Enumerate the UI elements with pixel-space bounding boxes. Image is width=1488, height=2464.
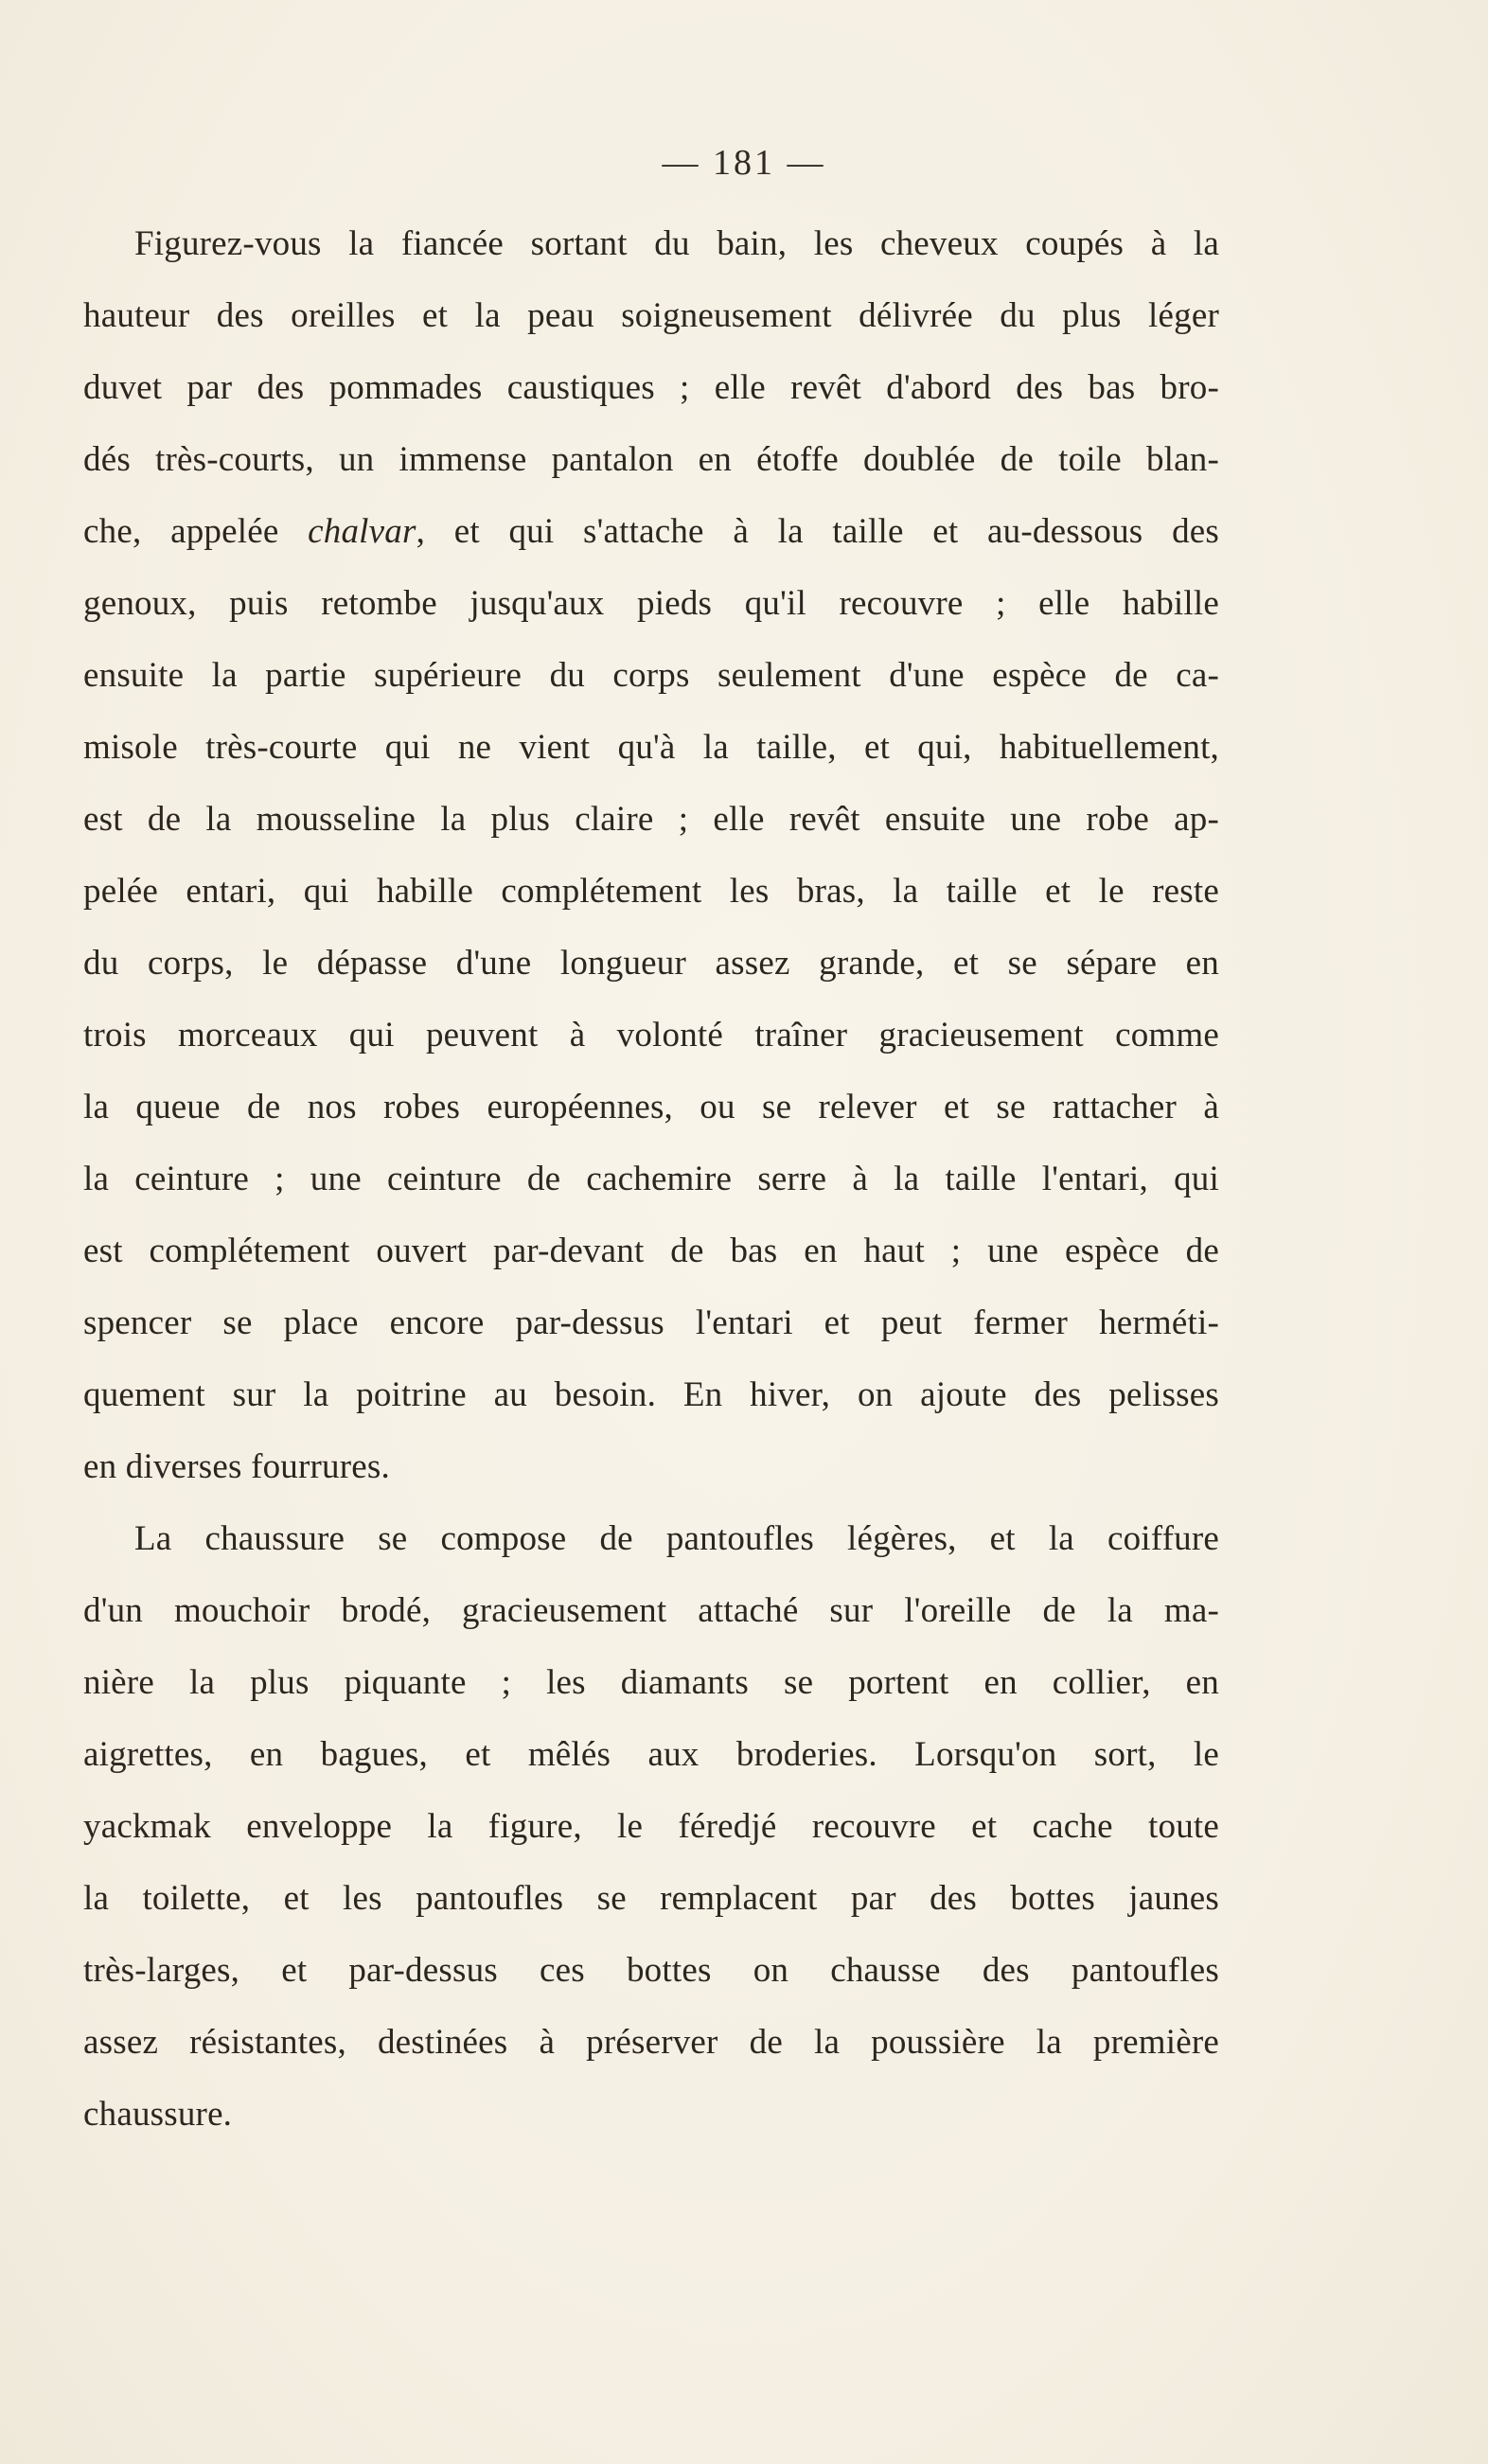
paragraph-1 xyxy=(83,208,1219,1503)
text-line: misole très-courte qui ne vient qu'à la taille, et qui, habituellement, xyxy=(83,728,1219,767)
text-line: trois morceaux qui peuvent à volonté traîner gracieusement comme xyxy=(83,1016,1219,1055)
italic-term: chalvar xyxy=(308,512,416,551)
text-line: hauteur des oreilles et la peau soigneusement délivrée du plus léger xyxy=(83,296,1219,335)
text-block xyxy=(83,208,1219,2151)
text-line: aigrettes, en bagues, et mêlés aux broderies. Lorsqu'on sort, le xyxy=(83,1735,1219,1774)
text-line: la ceinture ; une ceinture de cachemire serre à la taille l'entari, qui xyxy=(83,1160,1219,1198)
text-line: Figurez-vous la fiancée sortant du bain, les cheveux coupés à la xyxy=(134,224,1219,263)
text-line: dés très-courts, un immense pantalon en étoffe doublée de toile blan- xyxy=(83,440,1219,479)
text-line: chaussure. xyxy=(83,2095,233,2134)
text-line: nière la plus piquante ; les diamants se portent en collier, en xyxy=(83,1663,1219,1702)
page-number: — 181 — xyxy=(662,143,826,183)
text-line: assez résistantes, destinées à préserver de la poussière la première xyxy=(83,2023,1219,2062)
text-line: La chaussure se compose de pantoufles légères, et la coiffure xyxy=(134,1519,1219,1558)
text-line: est de la mousseline la plus claire ; elle revêt ensuite une robe ap- xyxy=(83,800,1219,839)
text-line: la toilette, et les pantoufles se remplacent par des bottes jaunes xyxy=(83,1879,1219,1918)
text-line: très-larges, et par-dessus ces bottes on chausse des pantoufles xyxy=(83,1951,1219,1990)
text-line: genoux, puis retombe jusqu'aux pieds qu'il recouvre ; elle habille xyxy=(83,584,1219,623)
text-line: yackmak enveloppe la figure, le féredjé recouvre et cache toute xyxy=(83,1807,1219,1846)
text-line: est complétement ouvert par-devant de bas en haut ; une espèce de xyxy=(83,1232,1219,1270)
text-line: quement sur la poitrine au besoin. En hiver, on ajoute des pelisses xyxy=(83,1375,1219,1414)
paragraph-2 xyxy=(83,1503,1219,2151)
text-line: la queue de nos robes européennes, ou se relever et se rattacher à xyxy=(83,1088,1219,1126)
text-line: duvet par des pommades caustiques ; elle revêt d'abord des bas bro- xyxy=(83,368,1219,407)
text-line: d'un mouchoir brodé, gracieusement attaché sur l'oreille de la ma- xyxy=(83,1591,1219,1630)
text-line: du corps, le dépasse d'une longueur assez grande, et se sépare en xyxy=(83,944,1219,983)
text-line: che, appelée chalvar, et qui s'attache à la taille et au-dessous des xyxy=(83,512,1219,551)
text-line: ensuite la partie supérieure du corps seulement d'une espèce de ca- xyxy=(83,656,1219,695)
text-line: en diverses fourrures. xyxy=(83,1447,390,1486)
text-line: pelée entari, qui habille complétement les bras, la taille et le reste xyxy=(83,872,1219,911)
text-line: spencer se place encore par-dessus l'entari et peut fermer herméti- xyxy=(83,1303,1219,1342)
